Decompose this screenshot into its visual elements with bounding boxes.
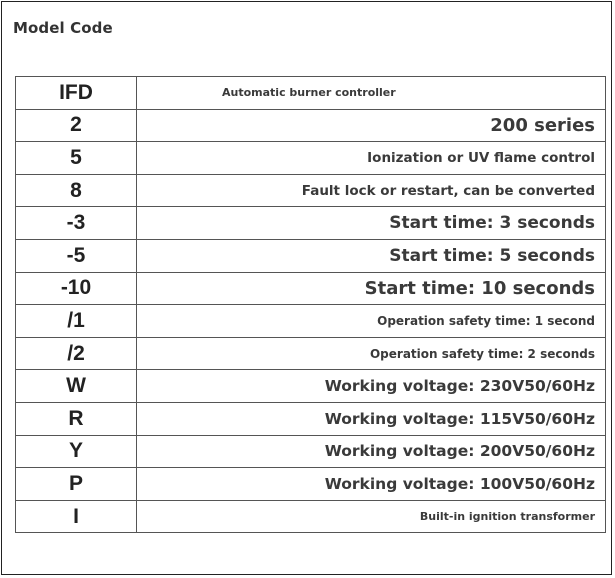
table-row — [16, 337, 606, 370]
table-row — [16, 174, 606, 207]
table-row — [16, 142, 606, 175]
description-cell: Working voltage: 200V50/60Hz — [137, 435, 606, 468]
code-cell: 8 — [16, 174, 137, 207]
code-cell: Y — [16, 435, 137, 468]
description-cell: Working voltage: 230V50/60Hz — [137, 370, 606, 403]
code-cell: -10 — [16, 272, 137, 305]
description-cell: 200 series — [137, 109, 606, 142]
table-row — [16, 370, 606, 403]
code-cell: P — [16, 468, 137, 501]
code-cell: /2 — [16, 337, 137, 370]
page-title: Model Code — [13, 19, 113, 37]
table-row — [16, 272, 606, 305]
code-cell: I — [16, 500, 137, 533]
table-row — [16, 239, 606, 272]
code-cell: 2 — [16, 109, 137, 142]
code-cell: W — [16, 370, 137, 403]
description-cell: Automatic burner controller — [137, 77, 606, 110]
table-row — [16, 402, 606, 435]
code-cell: -3 — [16, 207, 137, 240]
table-row — [16, 468, 606, 501]
model-code-table — [15, 76, 606, 533]
code-cell: /1 — [16, 305, 137, 338]
description-cell: Fault lock or restart, can be converted — [137, 174, 606, 207]
description-cell: Built-in ignition transformer — [137, 500, 606, 533]
table-row — [16, 305, 606, 338]
description-cell: Working voltage: 115V50/60Hz — [137, 402, 606, 435]
table-row — [16, 77, 606, 110]
description-cell: Ionization or UV flame control — [137, 142, 606, 175]
code-cell: R — [16, 402, 137, 435]
table-row — [16, 435, 606, 468]
table-row — [16, 207, 606, 240]
description-cell: Start time: 10 seconds — [137, 272, 606, 305]
code-cell: -5 — [16, 239, 137, 272]
table-row — [16, 109, 606, 142]
description-cell: Operation safety time: 1 second — [137, 305, 606, 338]
code-cell: 5 — [16, 142, 137, 175]
description-cell: Start time: 3 seconds — [137, 207, 606, 240]
code-cell: IFD — [16, 77, 137, 110]
table-row — [16, 500, 606, 533]
description-cell: Operation safety time: 2 seconds — [137, 337, 606, 370]
description-cell: Start time: 5 seconds — [137, 239, 606, 272]
description-cell: Working voltage: 100V50/60Hz — [137, 468, 606, 501]
